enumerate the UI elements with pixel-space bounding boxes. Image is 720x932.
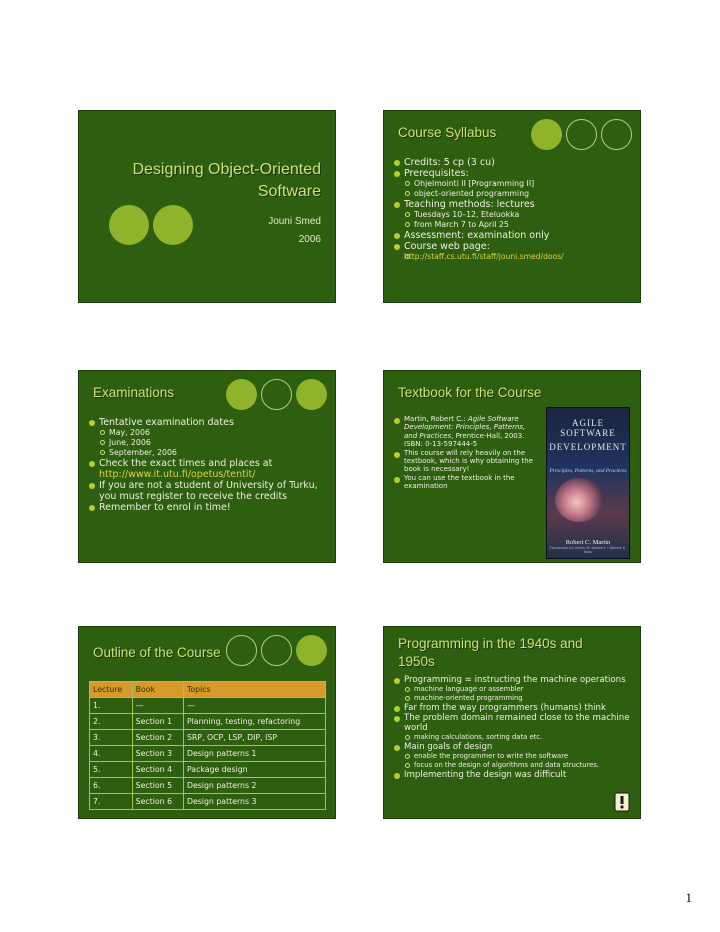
decor-circle [296,635,327,666]
slide-heading: Textbook for the Course [398,385,542,400]
slide-body [394,415,540,491]
slide-programming-history [383,626,641,819]
decor-circle [531,119,562,150]
table-cell: Design patterns 3 [183,794,325,810]
table-cell: Section 2 [132,730,183,746]
table-cell: 5. [90,762,133,778]
table-cell: Design patterns 1 [183,746,325,762]
column-header: Lecture [90,682,133,698]
bullet: Credits: 5 cp (3 cu) [394,157,632,168]
decor-circle [566,119,597,150]
slide-heading [398,635,583,671]
exclamation-warning-icon [614,792,630,812]
ref-isbn: ISBN: 0-13-597444-5 [404,440,478,449]
book-cover-title-1: AGILE SOFTWARE [560,418,616,438]
table-cell: Planning, testing, refactoring [183,714,325,730]
table-cell: Design patterns 2 [183,778,325,794]
table-cell: Package design [183,762,325,778]
ref-title: Agile Software Development: Principles, Patterns, and Practices [404,415,526,440]
slide-heading: Outline of the Course [93,645,221,660]
book-cover-subtitle: Principles, Patterns, and Practices [549,468,627,474]
table-cell: Section 1 [132,714,183,730]
sub-bullet: from March 7 to April 25 [394,220,632,230]
table-cell: Section 3 [132,746,183,762]
bullet [394,415,540,449]
decor-circles [531,119,632,150]
slide-body [394,157,632,262]
slide-outline [78,626,336,819]
sub-bullet: May, 2006 [89,428,327,438]
slide-body [89,417,327,513]
column-header: Topics [183,682,325,698]
bullet: Implementing the design was difficult [394,770,632,780]
bullet: Prerequisites: [394,168,632,179]
table-cell: 7. [90,794,133,810]
sub-bullet: enable the programmer to write the software [394,752,632,761]
table-cell: 6. [90,778,133,794]
table-row [90,794,326,810]
sub-bullet: machine language or assembler [394,685,632,694]
bullet: Remember to enrol in time! [89,502,327,513]
slide-heading: Course Syllabus [398,125,497,140]
column-header: Book [132,682,183,698]
year: 2006 [298,234,321,245]
slide-textbook [383,370,641,563]
table-cell: — [183,698,325,714]
table-header-row [90,682,326,698]
decor-circles [109,205,193,245]
decor-circle [601,119,632,150]
slide-body [394,675,632,780]
book-cover-title-2: DEVELOPMENT [549,442,627,452]
exam-info-link-text[interactable]: http://www.it.utu.fi/opetus/tentit/ [99,469,256,480]
table-cell: 3. [90,730,133,746]
outline-table [89,681,326,810]
bullet: This course will rely heavily on the textbook, which is why obtaining the book is necessary! [394,449,540,474]
table-row [90,778,326,794]
decor-circle [296,379,327,410]
slide-course-syllabus [383,110,641,303]
book-cover-foreword: Forewords by James W. Newkirk • Robert S. Koss [550,546,626,554]
bullet: Tentative examination dates [89,417,327,428]
course-web-link[interactable]: http://staff.cs.utu.fi/staff/jouni.smed/doos/ [394,252,632,262]
decor-circle [109,205,149,245]
sub-bullet: object-oriented programming [394,189,632,199]
slide-examinations [78,370,336,563]
table-row [90,698,326,714]
sub-bullet: focus on the design of algorithms and data structures. [394,761,632,770]
table-cell: SRP, OCP, LSP, DIP, ISP [183,730,325,746]
bullet: Programming = instructing the machine operations [394,675,632,685]
bullet: Teaching methods: lectures [394,199,632,210]
table-cell: 4. [90,746,133,762]
slide-title [78,110,336,303]
bullet: Main goals of design [394,742,632,752]
table-cell: Section 4 [132,762,183,778]
exam-info-link[interactable] [89,469,327,480]
page-number: 1 [685,890,692,905]
heading-line-1: Programming in the 1940s and [398,636,583,651]
table-cell: — [132,698,183,714]
slide-heading: Examinations [93,385,175,400]
bullet: The problem domain remained close to the machine world [394,713,632,733]
table-row [90,714,326,730]
author-block [268,213,321,249]
table-cell: Section 6 [132,794,183,810]
bullet: You can use the textbook in the examination [394,474,540,491]
book-cover-author: Robert C. Martin [565,539,611,546]
table-row [90,762,326,778]
author-name: Jouni Smed [268,216,321,227]
sub-bullet: June, 2006 [89,438,327,448]
nebula-illustration [555,478,603,522]
table-row [90,746,326,762]
sub-bullet: making calculations, sorting data etc. [394,733,632,742]
bullet: Course web page: [394,241,632,252]
sub-bullet: machine-oriented programming [394,694,632,703]
table-row [90,730,326,746]
table-cell: 2. [90,714,133,730]
sub-bullet: Tuesdays 10–12, Eteluokka [394,210,632,220]
decor-circle [261,635,292,666]
table-cell: Section 5 [132,778,183,794]
ref-publisher: , Prentice-Hall, 2003. [451,431,525,440]
table-cell: 1. [90,698,133,714]
slide-title-text [132,159,321,203]
sub-bullet: September, 2006 [89,448,327,458]
bullet: Assessment: examination only [394,230,632,241]
bullet: If you are not a student of University of Turku, you must register to receive the credits [89,480,327,502]
decor-circles [226,635,327,666]
sub-bullet: Ohjelmointi II [Programming II] [394,179,632,189]
bullet: Check the exact times and places at [89,458,327,469]
bullet: Far from the way programmers (humans) think [394,703,632,713]
title-line-1: Designing Object-Oriented [132,161,321,178]
book-cover-image [546,407,630,559]
ref-author: Martin, Robert C.: [404,415,466,423]
decor-circle [226,635,257,666]
decor-circles [226,379,327,410]
heading-line-2: 1950s [398,654,435,669]
title-line-2: Software [257,183,321,200]
decor-circle [153,205,193,245]
decor-circle [261,379,292,410]
decor-circle [226,379,257,410]
